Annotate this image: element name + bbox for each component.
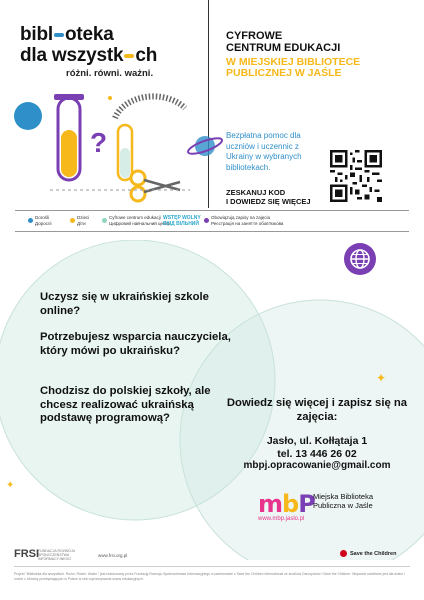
library-logo <box>258 490 374 522</box>
arc-decoration <box>115 96 185 118</box>
legend-signup: Obowiązują zapisy na zajęcia Реєстрація на заняття обов'язкова <box>211 215 283 227</box>
test-tube-small-icon <box>118 125 132 180</box>
brand-dot-yellow <box>124 54 134 58</box>
legend-adults: Dorośli Дорослі <box>35 215 51 227</box>
brand-line1: bibl oteka <box>20 24 114 45</box>
test-tube-icon <box>54 94 84 180</box>
qr-code-icon[interactable] <box>330 150 382 202</box>
brand-line2: dla wszystk ch <box>20 45 158 66</box>
bullet-mint <box>102 218 107 223</box>
address-block <box>222 435 412 461</box>
save-the-children-logo: Save the Children <box>340 550 396 557</box>
save-the-children-icon <box>340 550 347 557</box>
sphere-icon <box>14 102 42 130</box>
phone[interactable]: tel. 13 446 26 02 <box>277 448 357 460</box>
centre-title: CYFROWE CENTRUM EDUKACJI <box>226 30 341 54</box>
frsi-logo: FRSI <box>14 548 40 560</box>
bullet-purple <box>204 218 209 223</box>
footer-divider <box>14 566 410 567</box>
bullet-yellow <box>70 218 75 223</box>
frsi-url[interactable]: www.frsi.org.pl <box>98 553 128 558</box>
scissors-icon <box>131 171 180 201</box>
frsi-subtitle: FUNDACJA ROZWOJU SPOŁECZEŃSTWA INFORMACYJNEGO <box>38 549 76 561</box>
bullet-blue <box>28 218 33 223</box>
illustration <box>10 80 195 210</box>
library-url[interactable]: www.mbp.jaslo.pl <box>258 516 305 522</box>
star-icon-small: ✦ <box>6 480 15 491</box>
dot <box>108 96 112 100</box>
help-text: Bezpłatna pomoc dla uczniów i uczennic z Ukrainy w wybranych bibliotekach. <box>226 131 302 172</box>
scan-instruction: ZESKANUJ KOD I DOWIEDZ SIĘ WIĘCEJ <box>226 188 311 206</box>
more-info-heading: Dowiedz się więcej i zapisz się na zajęcia: <box>226 397 408 423</box>
planet-icon <box>185 128 225 164</box>
email[interactable]: mbpj.opracowanie@gmail.com <box>243 460 391 471</box>
brand-tagline: różni. równi. ważni. <box>66 68 154 79</box>
question-2: Potrzebujesz wsparcia nauczyciela, który mówi po ukraińsku? <box>40 331 231 357</box>
library-name: Miejska Biblioteka Publiczna w Jaśle <box>313 492 374 510</box>
question-3: Chodzisz do polskiej szkoły, ale chcesz realizować ukraińską podstawę programową? <box>40 385 211 424</box>
mbp-logo-mark: mbP <box>258 490 315 518</box>
legend-centre: Cyfrowe centrum edukacji Цифровий навчальний центр <box>109 215 170 227</box>
legend-kids: Dzieci Діти <box>77 215 89 227</box>
legend-free-entry: WSTĘP WOLNY ВХІД ВІЛЬНИЙ <box>163 215 201 227</box>
star-icon: ✦ <box>376 371 387 385</box>
question-1: Uczysz się w ukraińskiej szkole online? <box>40 291 209 317</box>
address: Jasło, ul. Kołłątaja 1 <box>266 435 368 447</box>
fine-print: Projekt "Biblioteka dla wszystkich. Różni. Równi. Ważni." jest realizowany przez Fundację Rozwoju Społeczeństwa Informacyjnego w partnerstwie z Save the Children International ze środków Darczyńców i Save the Children. Wsparcie udzielane jest dla dzieci i rodzin z Ukrainy przebywających w Polsce w celu wyrównywania szans edukacyjnych. <box>14 572 405 581</box>
brand-dot-blue <box>54 33 64 37</box>
header-divider <box>208 0 209 208</box>
centre-subtitle: W MIEJSKIEJ BIBLIOTECE PUBLICZNEJ W JAŚLE <box>226 56 361 79</box>
question-mark-icon: ? <box>90 127 108 158</box>
legend-strip <box>15 210 409 232</box>
globe-icon <box>343 242 377 276</box>
brand-logo <box>20 24 157 79</box>
